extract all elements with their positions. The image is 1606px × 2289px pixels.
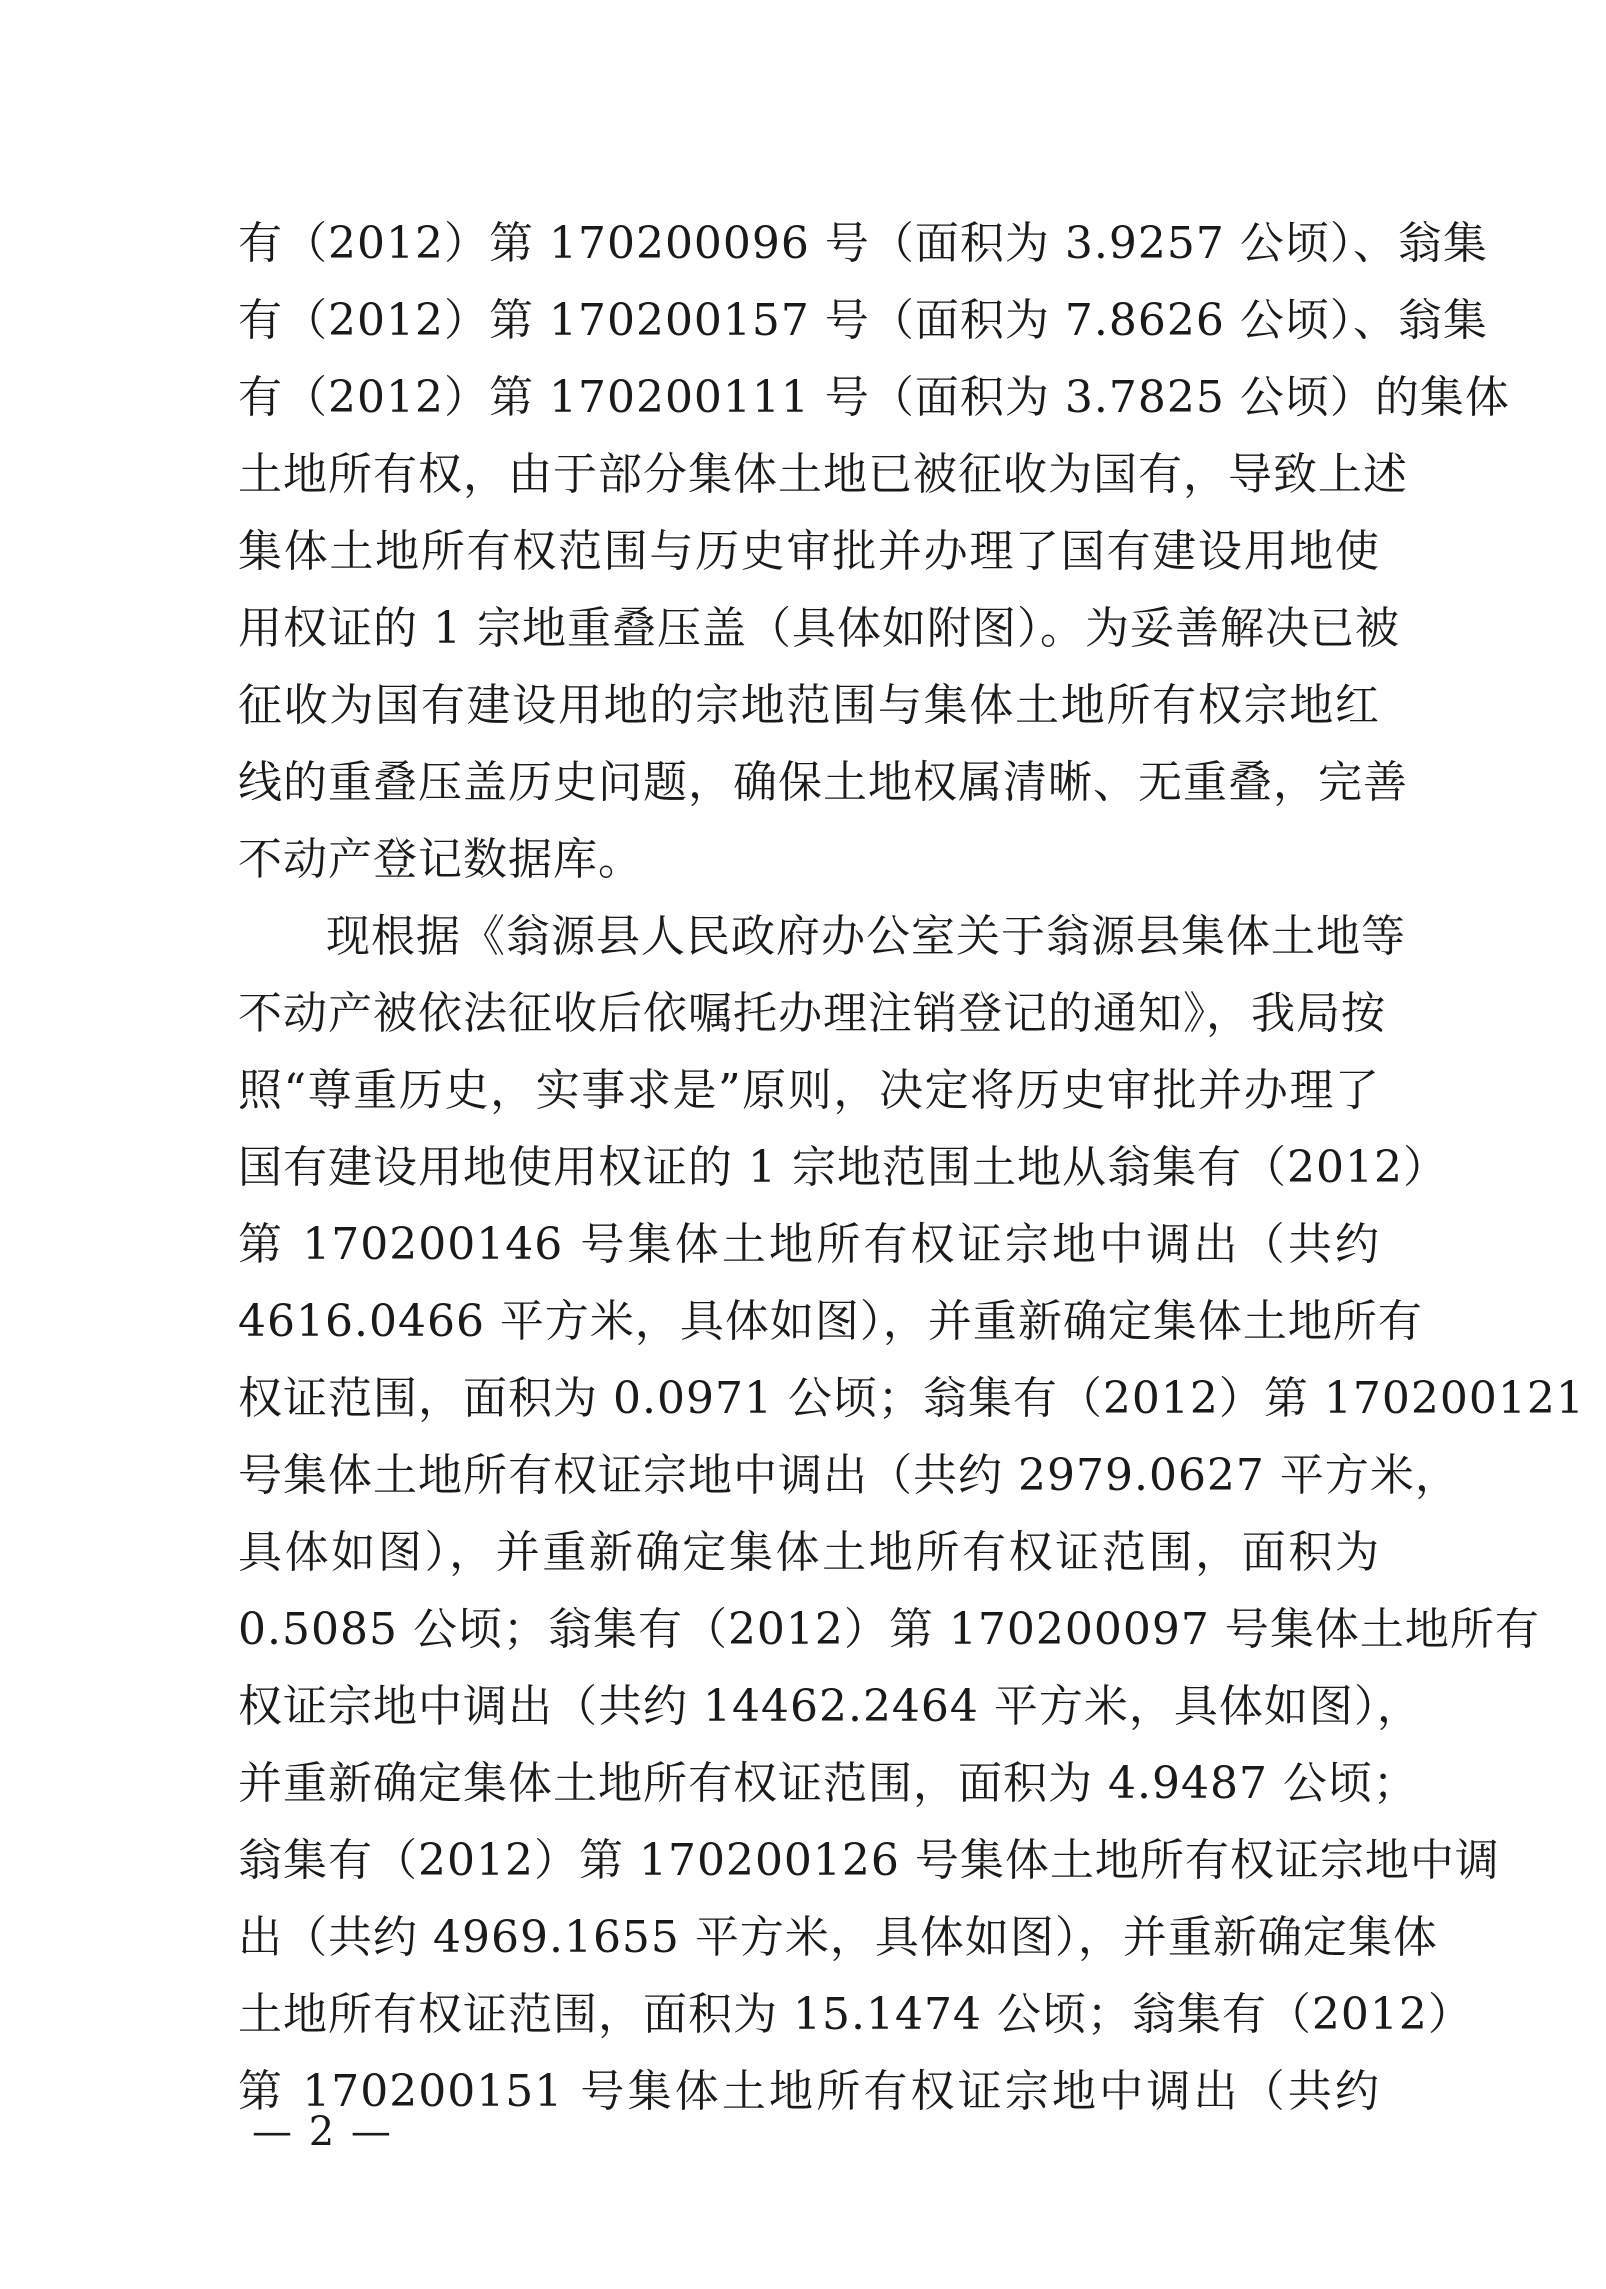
text-line: 有（2012）第 170200111 号（面积为 3.7825 公顷）的集体 <box>238 372 1510 423</box>
text-line: 0.5085 公顷；翁集有（2012）第 170200097 号集体土地所有 <box>238 1604 1540 1655</box>
text-line: 土地所有权证范围，面积为 15.1474 公顷；翁集有（2012） <box>238 1989 1473 2040</box>
text-line: 权证宗地中调出（共约 14462.2464 平方米，具体如图）， <box>238 1681 1422 1732</box>
text-line: 4616.0466 平方米，具体如图），并重新确定集体土地所有 <box>238 1296 1423 1347</box>
text-line: 有（2012）第 170200096 号（面积为 3.9257 公顷）、翁集 <box>238 218 1488 269</box>
paragraph-first-line: 现根据《翁源县人民政府办公室关于翁源县集体土地等 <box>326 911 1406 962</box>
text-line: 具体如图），并重新确定集体土地所有权证范围，面积为 <box>238 1527 1380 1578</box>
text-line: 用权证的 1 宗地重叠压盖（具体如附图）。为妥善解决已被 <box>238 603 1400 654</box>
text-line: 权证范围，面积为 0.0971 公顷；翁集有（2012）第 170200121 <box>238 1373 1585 1424</box>
text-line: 并重新确定集体土地所有权证范围，面积为 4.9487 公顷； <box>238 1758 1418 1809</box>
text-line: 号集体土地所有权证宗地中调出（共约 2979.0627 平方米， <box>238 1450 1460 1501</box>
text-line: 翁集有（2012）第 170200126 号集体土地所有权证宗地中调 <box>238 1835 1500 1886</box>
text-line: 不动产登记数据库。 <box>238 834 643 885</box>
page-number: — 2 — <box>252 2109 393 2155</box>
text-line: 土地所有权，由于部分集体土地已被征收为国有，导致上述 <box>238 449 1408 500</box>
text-line: 第 170200146 号集体土地所有权证宗地中调出（共约 <box>238 1219 1380 1270</box>
text-line: 征收为国有建设用地的宗地范围与集体土地所有权宗地红 <box>238 680 1380 731</box>
text-line: 照“尊重历史，实事求是”原则，决定将历史审批并办理了 <box>238 1065 1380 1116</box>
body-text <box>238 205 1585 2130</box>
text-line: 国有建设用地使用权证的 1 宗地范围土地从翁集有（2012） <box>238 1142 1448 1193</box>
text-line: 有（2012）第 170200157 号（面积为 7.8626 公顷）、翁集 <box>238 295 1488 346</box>
text-line: 不动产被依法征收后依嘱托办理注销登记的通知》，我局按 <box>238 988 1386 1039</box>
text-line: 集体土地所有权范围与历史审批并办理了国有建设用地使 <box>238 526 1380 577</box>
text-line: 线的重叠压盖历史问题，确保土地权属清晰、无重叠，完善 <box>238 757 1408 808</box>
text-line: 第 170200151 号集体土地所有权证宗地中调出（共约 <box>238 2066 1380 2117</box>
text-line: 出（共约 4969.1655 平方米，具体如图），并重新确定集体 <box>238 1912 1438 1963</box>
